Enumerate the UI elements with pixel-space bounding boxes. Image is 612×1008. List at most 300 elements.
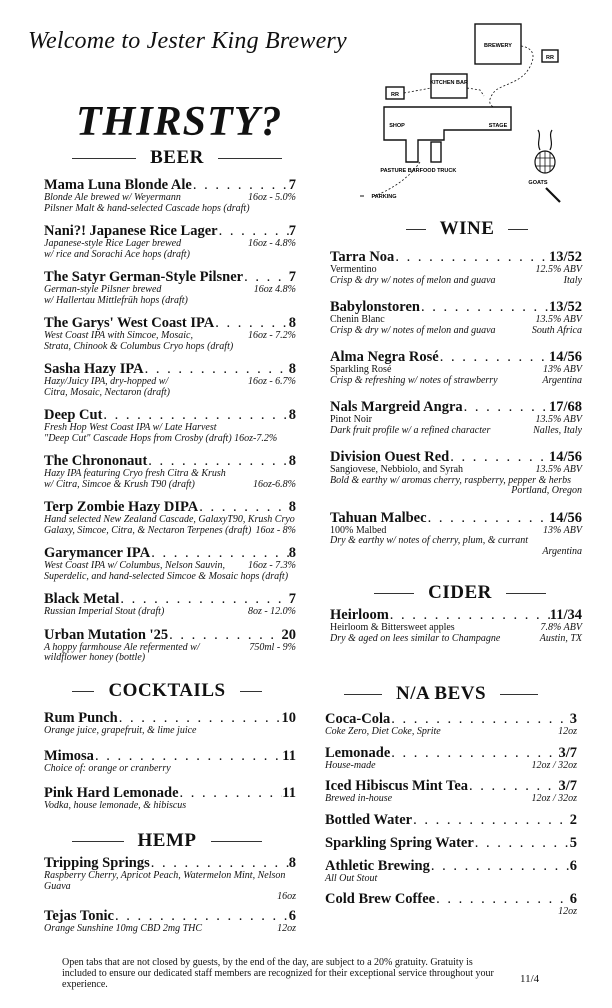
dot-leader	[192, 178, 289, 193]
dot-leader	[468, 779, 558, 794]
menu-item	[325, 712, 577, 738]
menu-item-detail	[44, 892, 296, 903]
menu-item-detail	[330, 536, 582, 547]
venue-map	[360, 18, 580, 208]
menu-item-title	[44, 408, 296, 423]
detail-text: House-made	[325, 759, 376, 771]
detail-text: Russian Imperial Stout (draft)	[44, 606, 165, 617]
menu-item-name: Mimosa	[44, 747, 94, 764]
welcome-heading: Welcome to Jester King Brewery	[28, 28, 347, 54]
menu-item-detail	[330, 465, 582, 476]
detail-text: Hand selected New Zealand Cascade, GalaxyT90, Krush Cryo	[44, 514, 295, 525]
menu-item	[44, 909, 296, 935]
detail-size: 12oz	[558, 906, 577, 917]
menu-item-name: Tahuan Malbec	[330, 509, 427, 526]
menu-item-title	[44, 711, 296, 726]
detail-text: wildflower honey (bottle)	[44, 652, 146, 663]
menu-item-price: 11/34	[549, 607, 582, 623]
detail-text: Dark fruit profile w/ a refined character	[330, 424, 491, 436]
cider-title: CIDER	[428, 582, 492, 603]
menu-item	[330, 250, 582, 286]
detail-text: Sangiovese, Nebbiolo, and Syrah	[330, 464, 464, 475]
menu-item	[325, 859, 577, 885]
na-section-header	[330, 683, 552, 705]
detail-text: Fresh Hop West Coast IPA w/ Late Harvest	[44, 422, 217, 433]
menu-item-name: Alma Negra Rosé	[330, 349, 439, 365]
menu-item-detail	[44, 388, 296, 399]
menu-item-detail	[330, 376, 582, 387]
detail-text: Heirloom & Bittersweet apples	[330, 622, 455, 633]
menu-item-title	[44, 178, 296, 193]
detail-text: Crisp & dry w/ notes of melon and guava	[330, 324, 496, 336]
menu-item	[44, 592, 296, 618]
menu-item-title	[325, 859, 577, 874]
menu-item-name: Babylonstoren	[330, 299, 420, 315]
detail-text: Pilsner Malt & hand-selected Cascade hops (draft)	[44, 202, 250, 214]
beer-section-header	[58, 147, 296, 169]
dot-leader	[150, 546, 289, 561]
menu-item-price: 7	[288, 591, 296, 607]
dot-leader	[243, 270, 289, 285]
wine-list	[330, 250, 582, 557]
menu-item-detail	[44, 331, 296, 342]
dot-leader	[449, 450, 549, 465]
menu-item-detail	[44, 572, 296, 583]
dot-leader	[114, 909, 289, 924]
menu-item-title	[330, 511, 582, 526]
detail-text: A hoppy farmhouse Ale refermented w/	[44, 641, 200, 653]
menu-item	[330, 608, 582, 644]
menu-item-name: Coca-Cola	[325, 711, 391, 727]
dot-leader	[412, 813, 570, 828]
detail-size: 8oz - 12.0%	[247, 606, 296, 617]
detail-size: Austin, TX	[539, 632, 582, 644]
gratuity-note: Open tabs that are not closed by guests, by the end of the day, are subject to a 20% gratuity. Gratuity is included to ensure our dedicated staff members are recognized for their exceptional service throughout your experience.	[62, 957, 494, 990]
map-label-pasture-bar: PASTURE BAR	[380, 168, 420, 174]
menu-item	[330, 511, 582, 558]
menu-item-detail	[44, 561, 296, 572]
menu-item-title	[325, 712, 577, 727]
menu-item-title	[325, 779, 577, 794]
detail-text: Orange juice, grapefruit, & lime juice	[44, 725, 197, 736]
dot-leader	[118, 711, 282, 726]
menu-item-name: The Satyr German-Style Pilsner	[44, 269, 244, 285]
detail-text: Dry & aged on lees similar to Champagne	[330, 632, 501, 644]
menu-item	[44, 362, 296, 398]
menu-item-price: 8	[288, 315, 296, 331]
menu-item-detail	[44, 653, 296, 664]
menu-item	[44, 178, 296, 214]
detail-size: Argentina	[542, 545, 582, 557]
menu-item	[44, 454, 296, 490]
menu-item-name: Pink Hard Lemonade	[44, 785, 179, 801]
menu-item-price: 7	[288, 223, 296, 239]
menu-item-title	[44, 786, 296, 801]
detail-text: 100% Malbed	[330, 524, 387, 536]
menu-item-title	[325, 746, 577, 761]
menu-item-detail	[330, 415, 582, 426]
menu-item	[44, 500, 296, 536]
menu-item-title	[44, 316, 296, 331]
detail-text: All Out Stout	[325, 872, 378, 884]
goats-barrel-icon	[535, 130, 555, 173]
menu-item	[44, 270, 296, 306]
dot-leader	[390, 712, 570, 727]
cider-section-header	[360, 582, 560, 604]
menu-item-name: Sparkling Spring Water	[325, 834, 474, 851]
menu-item-detail	[44, 726, 296, 737]
menu-item-detail	[330, 326, 582, 337]
menu-item-price: 11	[282, 747, 296, 764]
menu-item-name: Nani?! Japanese Rice Lager	[44, 223, 218, 239]
cocktails-section-header	[58, 680, 276, 702]
menu-item-name: Nals Margreid Angra	[330, 399, 463, 415]
map-label-kitchen-bar: KITCHEN BAR	[430, 80, 468, 86]
wine-title: WINE	[439, 218, 495, 239]
menu-item-price: 13/52	[548, 249, 582, 265]
menu-item-price: 17/68	[548, 399, 582, 415]
detail-size: 16oz - 7.3%	[247, 560, 296, 571]
detail-text: "Deep Cut" Cascade Hops from Crosby (draft) 16oz-7.2%	[44, 432, 278, 444]
cider-list	[330, 608, 582, 644]
menu-item	[44, 786, 296, 812]
menu-item-name: Urban Mutation '25	[44, 626, 169, 643]
menu-item-title	[330, 250, 582, 265]
menu-item-price: 7	[288, 269, 296, 285]
dot-leader	[394, 250, 549, 265]
menu-item-price: 14/56	[548, 349, 582, 365]
menu-item-name: Tejas Tonic	[44, 907, 114, 924]
menu-item-detail	[330, 426, 582, 437]
menu-item-name: Iced Hibiscus Mint Tea	[325, 778, 469, 794]
detail-text: w/ Citra, Simcoe & Krush T90 (draft)	[44, 478, 195, 490]
menu-date: 11/4	[520, 973, 540, 985]
dot-leader	[389, 608, 550, 623]
menu-item-detail	[330, 365, 582, 376]
menu-item-detail	[44, 377, 296, 388]
dot-leader	[218, 224, 289, 239]
map-label-rr-1: RR	[546, 55, 554, 61]
detail-size: 16oz 4.8%	[253, 284, 296, 295]
detail-text: Raspberry Cherry, Apricot Peach, Watermelon Mint, Nelson Guava	[44, 870, 286, 892]
detail-text: Bold & earthy w/ aromas cherry, raspberry, pepper & herbs	[330, 474, 572, 486]
dot-leader	[463, 400, 549, 415]
detail-text: Dry & earthy w/ notes of cherry, plum, & currant	[330, 535, 529, 546]
menu-item-title	[44, 856, 296, 871]
menu-item-price: 8	[288, 545, 296, 561]
detail-size: 12oz / 32oz	[531, 793, 577, 804]
menu-item-detail	[325, 874, 577, 885]
map-label-stage: STAGE	[488, 123, 508, 129]
menu-item-detail	[44, 250, 296, 261]
menu-item-detail	[44, 924, 296, 935]
thirsty-heading: THIRSTY?	[76, 99, 283, 145]
menu-item-price: 10	[281, 710, 296, 726]
dot-leader	[214, 316, 289, 331]
detail-text: Japanese-style Rice Lager brewed	[44, 238, 182, 249]
menu-item-price: 6	[569, 891, 577, 907]
menu-item-name: Deep Cut	[44, 407, 103, 423]
detail-size: 16oz - 7.2%	[247, 330, 296, 341]
detail-size: 16oz - 8%	[255, 524, 296, 536]
menu-item-title	[330, 400, 582, 415]
menu-item-detail	[44, 469, 296, 480]
detail-size: 16oz - 6.7%	[247, 376, 296, 387]
dot-leader	[102, 408, 288, 423]
detail-size: 7.8% ABV	[540, 622, 582, 633]
menu-item-detail	[44, 801, 296, 812]
cocktails-list	[44, 711, 296, 812]
detail-text: Citra, Mosaic, Nectaron (draft)	[44, 386, 171, 398]
menu-item-price: 2	[569, 811, 577, 828]
menu-item-title	[44, 749, 296, 764]
hemp-section-header	[58, 830, 276, 852]
dot-leader	[427, 511, 549, 526]
map-kitchen-bar	[431, 74, 467, 98]
menu-item-detail	[44, 871, 296, 892]
menu-item-name: The Garys' West Coast IPA	[44, 315, 215, 331]
dot-leader	[150, 856, 289, 871]
detail-text: Vermentino	[330, 264, 377, 275]
dot-leader	[144, 362, 289, 377]
menu-item-detail	[325, 727, 577, 738]
map-label-parking: PARKING	[371, 194, 397, 200]
menu-item-price: 5	[569, 834, 577, 851]
menu-item	[325, 813, 577, 828]
menu-item	[44, 408, 296, 444]
dot-leader	[435, 892, 570, 907]
menu-item-detail	[44, 423, 296, 434]
menu-item-name: Tripping Springs	[44, 855, 150, 871]
detail-text: Choice of: orange or cranberry	[44, 762, 171, 774]
detail-size: South Africa	[531, 324, 582, 336]
detail-text: German-style Pilsner brewed	[44, 284, 162, 295]
menu-item-title	[330, 300, 582, 315]
menu-item-title	[44, 909, 296, 924]
menu-item-name: Black Metal	[44, 591, 120, 607]
map-label-goats: GOATS	[528, 180, 548, 186]
menu-item-price: 13/52	[548, 299, 582, 315]
detail-text: Strata, Chinook & Columbus Cryo hops (draft)	[44, 340, 234, 352]
detail-text: Hazy IPA featuring Cryo fresh Citra & Krush	[44, 468, 226, 479]
beer-list	[44, 178, 296, 664]
beer-title: BEER	[150, 147, 204, 168]
na-title: N/A BEVS	[395, 683, 487, 704]
detail-size: 16oz - 5.0%	[247, 192, 296, 203]
detail-text: Chenin Blanc	[330, 314, 385, 325]
map-label-rr-2: RR	[391, 92, 399, 98]
menu-item-name: Terp Zombie Hazy DIPA	[44, 499, 199, 515]
detail-text: Blonde Ale brewed w/ Weyermann	[44, 192, 181, 203]
menu-item-name: Rum Punch	[44, 710, 118, 726]
detail-text: Brewed in-house	[325, 793, 393, 804]
na-list	[325, 712, 577, 918]
menu-item	[44, 546, 296, 582]
menu-item-name: Sasha Hazy IPA	[44, 361, 144, 377]
menu-item-title	[330, 350, 582, 365]
detail-text: Coke Zero, Diet Coke, Sprite	[325, 726, 441, 737]
menu-item	[44, 224, 296, 260]
detail-text: Vodka, house lemonade, & hibiscus	[44, 800, 187, 811]
menu-item-detail	[44, 193, 296, 204]
detail-size: 13.5% ABV	[535, 464, 582, 475]
menu-item-price: 20	[281, 626, 296, 643]
menu-item-title	[325, 892, 577, 907]
menu-item-name: Cold Brew Coffee	[325, 891, 436, 907]
menu-item-detail	[44, 204, 296, 215]
menu-item-title	[44, 628, 296, 643]
menu-item-price: 8	[288, 855, 296, 871]
menu-item-title	[44, 454, 296, 469]
menu-item-title	[330, 450, 582, 465]
menu-item-price: 6	[569, 857, 577, 874]
menu-item-price: 8	[288, 407, 296, 423]
detail-size: 750ml - 9%	[249, 641, 296, 653]
menu-item-detail	[330, 634, 582, 645]
wine-section-header	[392, 218, 542, 240]
menu-item-detail	[44, 285, 296, 296]
detail-size: Argentina	[542, 374, 582, 386]
menu-item-title	[44, 546, 296, 561]
menu-item	[330, 350, 582, 386]
dot-leader	[474, 836, 570, 851]
dot-leader	[420, 300, 549, 315]
menu-item-detail	[330, 315, 582, 326]
detail-size: 13% ABV	[543, 524, 582, 536]
detail-size: 12oz / 32oz	[531, 759, 577, 771]
menu-item	[325, 779, 577, 805]
dot-leader	[439, 350, 549, 365]
menu-item-price: 8	[288, 499, 296, 515]
goats-arrow-icon	[546, 188, 560, 202]
dot-leader	[168, 628, 281, 643]
menu-item	[44, 749, 296, 775]
detail-text: Sparkling Rosé	[330, 364, 392, 375]
menu-item-price: 7	[288, 177, 296, 193]
detail-size: 12oz	[558, 726, 577, 737]
detail-size: 16oz	[277, 891, 296, 902]
map-label-shop: SHOP	[389, 123, 405, 129]
dot-leader	[430, 859, 570, 874]
detail-text: West Coast IPA w/ Columbus, Nelson Sauvin,	[44, 560, 225, 571]
detail-size: Portland, Oregon	[511, 485, 582, 496]
dot-leader	[198, 500, 288, 515]
menu-item-name: Lemonade	[325, 744, 391, 761]
menu-item	[330, 450, 582, 497]
dot-leader	[119, 592, 288, 607]
hemp-list	[44, 856, 296, 934]
detail-size: 13% ABV	[543, 364, 582, 375]
menu-item-detail	[44, 515, 296, 526]
detail-text: Pinot Noir	[330, 414, 372, 425]
menu-item-detail	[330, 265, 582, 276]
menu-item	[330, 400, 582, 436]
menu-item-name: Bottled Water	[325, 811, 413, 828]
menu-item-price: 11	[282, 785, 296, 801]
menu-item	[44, 316, 296, 352]
dot-leader	[94, 749, 282, 764]
detail-text: Superdelic, and hand-selected Simcoe & Mosaic hops (draft)	[44, 570, 289, 582]
menu-item-price: 3/7	[558, 744, 577, 761]
menu-item-name: The Chrononaut	[44, 453, 148, 469]
menu-item-detail	[44, 296, 296, 307]
hemp-title: HEMP	[137, 830, 197, 851]
menu-item-name: Garymancer IPA	[44, 545, 151, 561]
menu-item	[330, 300, 582, 336]
detail-size: 12oz	[277, 922, 296, 934]
detail-size: 12.5% ABV	[535, 264, 582, 275]
menu-item-title	[44, 224, 296, 239]
menu-item-title	[44, 592, 296, 607]
menu-item-name: Tarra Noa	[330, 249, 395, 265]
menu-item-price: 3/7	[558, 778, 577, 794]
detail-text: Orange Sunshine 10mg CBD 2mg THC	[44, 922, 203, 934]
menu-item	[325, 892, 577, 918]
detail-text: w/ Hallertau Mittlefrüh hops (draft)	[44, 294, 188, 306]
menu-item	[325, 836, 577, 851]
detail-text: Hazy/Juicy IPA, dry-hopped w/	[44, 376, 169, 387]
detail-text: Galaxy, Simcoe, Citra, & Nectaron Terpenes (draft)	[44, 524, 252, 536]
menu-item-name: Athletic Brewing	[325, 857, 430, 874]
menu-item-detail	[330, 276, 582, 287]
menu-item-detail	[330, 486, 582, 497]
menu-item-detail	[44, 526, 296, 537]
menu-item-name: Heirloom	[330, 607, 389, 623]
menu-item	[44, 856, 296, 903]
menu-item-detail	[44, 342, 296, 353]
map-shop-stage	[384, 107, 511, 162]
menu-item	[44, 628, 296, 664]
menu-item-detail	[325, 794, 577, 805]
detail-size: 16oz-6.8%	[252, 478, 296, 490]
menu-item	[44, 711, 296, 737]
menu-item-detail	[44, 239, 296, 250]
dot-leader	[147, 454, 288, 469]
detail-text: Crisp & dry w/ notes of melon and guava	[330, 274, 496, 286]
menu-item-name: Division Ouest Red	[330, 449, 450, 465]
detail-size: 13.5% ABV	[535, 414, 582, 425]
menu-item-detail	[44, 434, 296, 445]
menu-item-detail	[330, 623, 582, 634]
menu-item-detail	[325, 907, 577, 918]
menu-item	[325, 746, 577, 772]
menu-item-detail	[44, 764, 296, 775]
detail-text: Crisp & refreshing w/ notes of strawberry	[330, 374, 498, 386]
menu-item-price: 14/56	[548, 449, 582, 465]
detail-text: w/ rice and Sorachi Ace hops (draft)	[44, 248, 190, 260]
menu-item-price: 8	[288, 453, 296, 469]
map-label-food-truck: FOOD TRUCK	[419, 168, 457, 174]
menu-item-title	[44, 362, 296, 377]
map-food-truck	[431, 142, 441, 162]
menu-item-title	[325, 836, 577, 851]
cocktails-title: COCKTAILS	[108, 680, 226, 701]
detail-size: 16oz - 4.8%	[247, 238, 296, 249]
menu-item-detail	[325, 761, 577, 772]
menu-item-name: Mama Luna Blonde Ale	[44, 177, 192, 193]
menu-item-price: 8	[288, 361, 296, 377]
detail-size: 13.5% ABV	[535, 314, 582, 325]
detail-size: Nalles, Italy	[533, 424, 582, 436]
menu-item-title	[330, 608, 582, 623]
menu-item-price: 14/56	[548, 509, 582, 526]
menu-item-detail	[330, 547, 582, 558]
menu-item-price: 3	[569, 711, 577, 727]
dot-leader	[390, 746, 558, 761]
menu-item-title	[44, 500, 296, 515]
menu-item-title	[44, 270, 296, 285]
dot-leader	[179, 786, 283, 801]
